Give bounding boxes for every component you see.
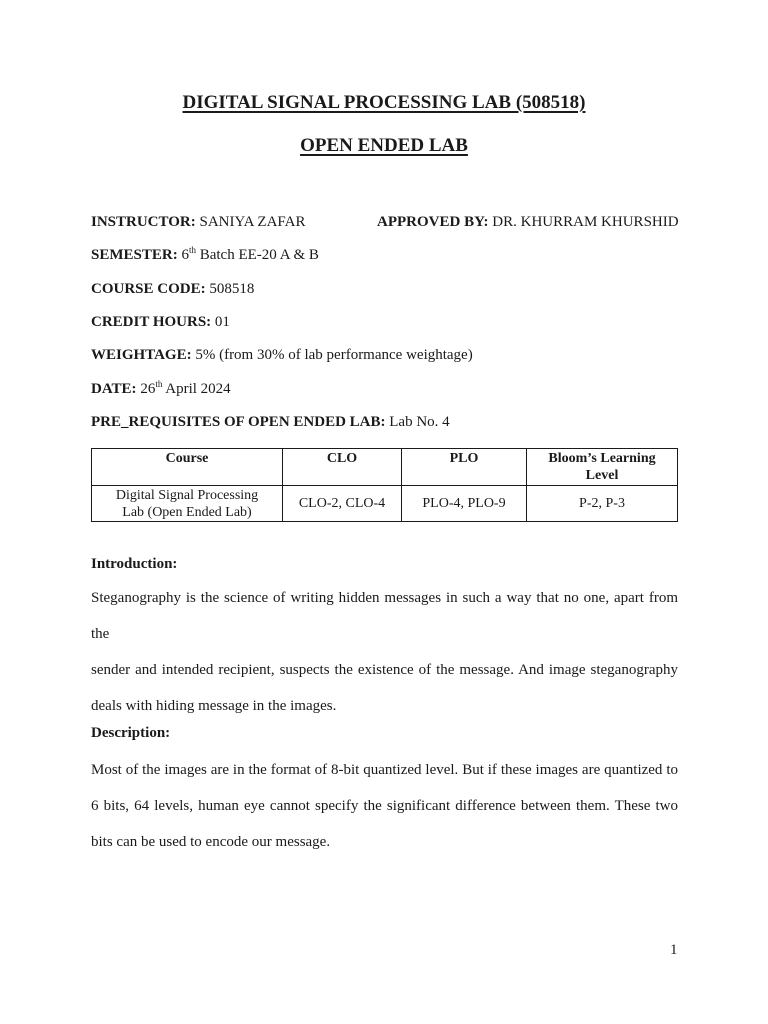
description-heading: Description:	[91, 725, 171, 741]
clo-plo-table	[91, 448, 678, 522]
document-title: DIGITAL SIGNAL PROCESSING LAB (508518)	[182, 92, 586, 113]
description-line-2: 6 bits, 64 levels, human eye cannot specify the significant difference between them. These two	[91, 798, 678, 814]
instructor-label: INSTRUCTOR:	[91, 214, 196, 230]
introduction-line-2: sender and intended recipient, suspects the existence of the message. And image steganography	[91, 662, 678, 678]
header-course: Course	[92, 449, 283, 486]
course-code-value: 508518	[209, 281, 255, 297]
semester-number: 6	[181, 247, 189, 263]
semester-value: Batch EE-20 A & B	[199, 247, 319, 263]
cell-blooms-level: P-2, P-3	[527, 486, 678, 522]
weightage-label: WEIGHTAGE:	[91, 347, 192, 363]
approved-label: APPROVED BY:	[377, 214, 489, 230]
table-header-row	[92, 449, 678, 486]
table-row	[92, 486, 678, 522]
cell-clo: CLO-2, CLO-4	[283, 486, 402, 522]
weightage-value: 5% (from 30% of lab performance weightage)	[195, 347, 473, 363]
prerequisites-value: Lab No. 4	[389, 414, 450, 430]
date-line	[91, 381, 231, 398]
semester-line	[91, 247, 319, 264]
cell-course-line2: Lab (Open Ended Lab)	[122, 504, 252, 520]
date-superscript: th	[155, 379, 163, 389]
prerequisites-label: PRE_REQUISITES OF OPEN ENDED LAB:	[91, 414, 386, 430]
cell-course-line1: Digital Signal Processing	[115, 487, 259, 503]
introduction-line-1: Steganography is the science of writing hidden messages in such a way that no one, apart from the	[91, 590, 678, 642]
cell-plo: PLO-4, PLO-9	[402, 486, 527, 522]
document-subtitle: OPEN ENDED LAB	[300, 135, 468, 156]
credit-hours-value: 01	[214, 314, 230, 330]
course-code-label: COURSE CODE:	[91, 281, 206, 297]
weightage-line	[91, 347, 473, 364]
instructor-line	[91, 214, 306, 231]
semester-superscript: th	[188, 245, 196, 255]
description-line-1: Most of the images are in the format of 8-bit quantized level. But if these images are quantized to	[91, 762, 678, 778]
prerequisites-line	[91, 414, 450, 431]
credit-hours-line	[91, 314, 230, 331]
semester-label: SEMESTER:	[91, 247, 178, 263]
introduction-paragraph	[91, 580, 678, 724]
approved-value: DR. KHURRAM KHURSHID	[492, 214, 679, 230]
page-number: 1	[670, 942, 678, 958]
introduction-line-3: deals with hiding message in the images.	[91, 698, 337, 714]
header-blooms-level: Bloom’s Learning Level	[527, 449, 678, 486]
date-value: April 2024	[165, 381, 231, 397]
course-code-line	[91, 281, 254, 298]
header-plo: PLO	[402, 449, 527, 486]
description-paragraph	[91, 752, 678, 860]
introduction-heading: Introduction:	[91, 556, 178, 572]
date-label: DATE:	[91, 381, 137, 397]
approved-line	[377, 214, 679, 231]
header-clo: CLO	[283, 449, 402, 486]
date-number: 26	[140, 381, 156, 397]
cell-course	[92, 486, 283, 522]
instructor-value: SANIYA ZAFAR	[199, 214, 306, 230]
description-line-3: bits can be used to encode our message.	[91, 834, 331, 850]
credit-hours-label: CREDIT HOURS:	[91, 314, 212, 330]
